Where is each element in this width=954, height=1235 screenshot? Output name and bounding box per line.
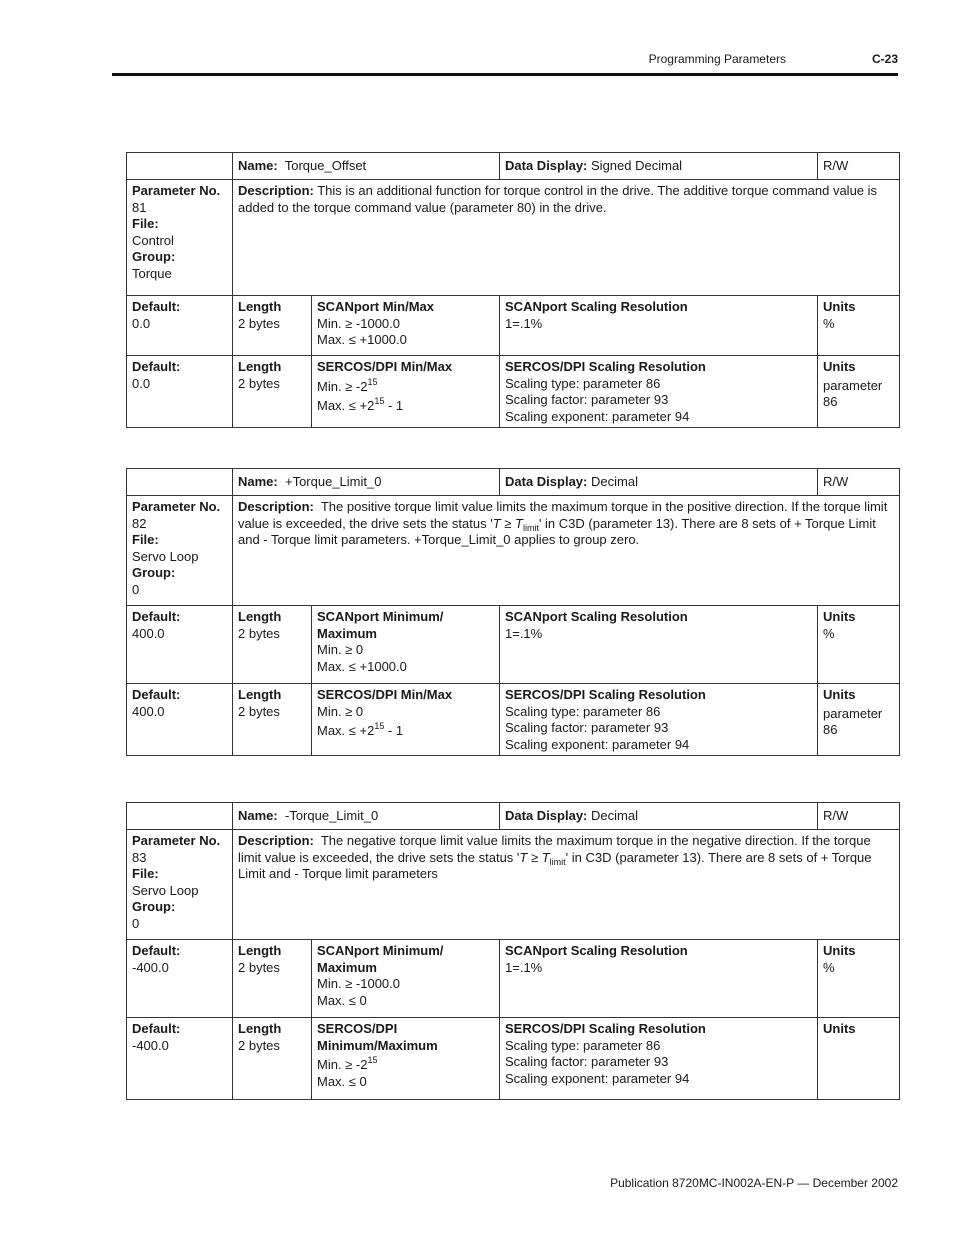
sercos-minmax-cell: SERCOS/DPI Min/Max Min. ≥ $-2^{15}$ Max. ≤ $+2^{15} - 1$: [312, 356, 500, 428]
description-cell: Description: The positive torque limit value limits the maximum torque in the positive direction. If the torque limit value is exceeded, the drive sets the status '$T \ge T_{limit}$' in C3D (parameter 13). There are 8 sets of + Torque Limit and - Torque limit parameters. +Torque_Limit_0 applies to group zero.: [233, 496, 900, 606]
scanport-minmax-cell: SCANport Minimum/ Maximum Min. ≥ -1000.0 Max. ≤ 0: [312, 940, 500, 1018]
data-display-cell: Data Display: Decimal: [500, 469, 818, 496]
units-cell: Units %: [818, 606, 900, 684]
empty-cell: [127, 469, 233, 496]
parameter-table-81: [126, 152, 900, 428]
length-cell: Length 2 bytes: [233, 684, 312, 756]
default-cell: Default: 0.0: [127, 356, 233, 428]
parameter-info-cell: Parameter No. 81 File: Control Group: Torque: [127, 180, 233, 296]
length-cell: Length 2 bytes: [233, 296, 312, 356]
scanport-minmax-cell: SCANport Minimum/ Maximum Min. ≥ 0 Max. ≤ +1000.0: [312, 606, 500, 684]
units-cell: Units parameter 86: [818, 356, 900, 428]
length-cell: Length 2 bytes: [233, 356, 312, 428]
empty-cell: [127, 803, 233, 830]
page-number: C-23: [871, 52, 898, 66]
header-rule: [112, 73, 898, 76]
name-cell: Name: Torque_Offset: [233, 153, 500, 180]
units-cell: Units parameter 86: [818, 684, 900, 756]
scanport-scaling-cell: SCANport Scaling Resolution 1=.1%: [500, 606, 818, 684]
empty-cell: [127, 153, 233, 180]
sercos-minmax-cell: SERCOS/DPI Min/Max Min. ≥ 0 Max. ≤ $+2^{15} - 1$: [312, 684, 500, 756]
scanport-scaling-cell: SCANport Scaling Resolution 1=.1%: [500, 940, 818, 1018]
scanport-minmax-cell: SCANport Min/Max Min. ≥ -1000.0 Max. ≤ +1000.0: [312, 296, 500, 356]
default-cell: Default: 400.0: [127, 606, 233, 684]
page-footer-publication: Publication 8720MC-IN002A-EN-P — December 2002: [610, 1176, 898, 1190]
default-cell: Default: 0.0: [127, 296, 233, 356]
data-display-cell: Data Display: Signed Decimal: [500, 153, 818, 180]
access-cell: R/W: [818, 469, 900, 496]
sercos-scaling-cell: SERCOS/DPI Scaling Resolution Scaling type: parameter 86 Scaling factor: parameter 93 Scaling exponent: parameter 94: [500, 684, 818, 756]
parameter-info-cell: Parameter No. 83 File: Servo Loop Group: 0: [127, 830, 233, 940]
parameter-table-83: [126, 802, 900, 1100]
access-cell: R/W: [818, 153, 900, 180]
access-cell: R/W: [818, 803, 900, 830]
units-cell: Units: [818, 1018, 900, 1100]
default-cell: Default: -400.0: [127, 940, 233, 1018]
name-cell: Name: -Torque_Limit_0: [233, 803, 500, 830]
length-cell: Length 2 bytes: [233, 940, 312, 1018]
description-cell: Description: This is an additional function for torque control in the drive. The additive torque command value is added to the torque command value (parameter 80) in the drive.: [233, 180, 900, 296]
scanport-scaling-cell: SCANport Scaling Resolution 1=.1%: [500, 296, 818, 356]
default-cell: Default: 400.0: [127, 684, 233, 756]
units-cell: Units %: [818, 296, 900, 356]
page-header-title: Programming Parameters: [648, 52, 786, 66]
default-cell: Default: -400.0: [127, 1018, 233, 1100]
parameter-info-cell: Parameter No. 82 File: Servo Loop Group: 0: [127, 496, 233, 606]
data-display-cell: Data Display: Decimal: [500, 803, 818, 830]
name-cell: Name: +Torque_Limit_0: [233, 469, 500, 496]
sercos-scaling-cell: SERCOS/DPI Scaling Resolution Scaling type: parameter 86 Scaling factor: parameter 93 Scaling exponent: parameter 94: [500, 1018, 818, 1100]
length-cell: Length 2 bytes: [233, 606, 312, 684]
length-cell: Length 2 bytes: [233, 1018, 312, 1100]
sercos-minmax-cell: SERCOS/DPI Minimum/Maximum Min. ≥ $-2^{15}$ Max. ≤ 0: [312, 1018, 500, 1100]
description-cell: Description: The negative torque limit value limits the maximum torque in the negative direction. If the torque limit value is exceeded, the drive sets the status '$T \ge T_{limit}$' in C3D (parameter 13). There are 8 sets of + Torque Limit and - Torque limit parameters: [233, 830, 900, 940]
sercos-scaling-cell: SERCOS/DPI Scaling Resolution Scaling type: parameter 86 Scaling factor: parameter 93 Scaling exponent: parameter 94: [500, 356, 818, 428]
units-cell: Units %: [818, 940, 900, 1018]
parameter-table-82: [126, 468, 900, 756]
